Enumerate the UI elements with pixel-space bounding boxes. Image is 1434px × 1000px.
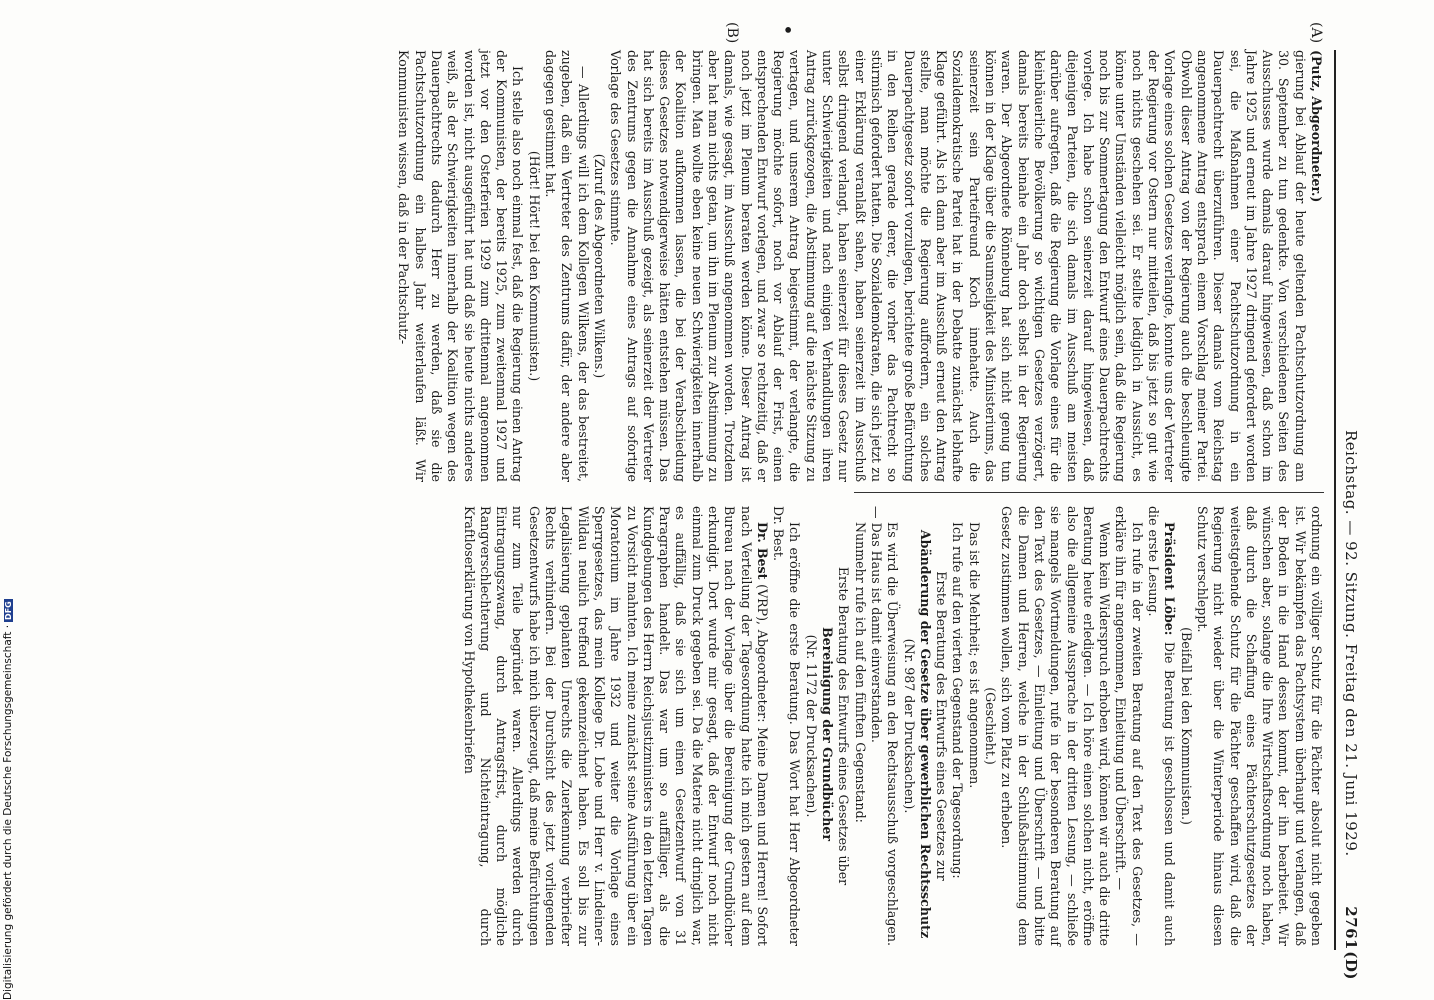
agenda-item-4-ref: (Nr. 987 der Drucksachen). [901, 638, 917, 814]
speaker-name: Präsident Löbe: [1162, 522, 1178, 636]
left-column [395, 50, 1324, 482]
column-separator [854, 492, 1324, 493]
agenda-item-5-title: Bereinigung der Grundbücher [820, 626, 836, 842]
right-paragraph-6: Ich rufe auf den vierten Gegenstand der Tagesordnung: [950, 522, 966, 879]
agenda-item-5-ref: (Nr. 1172 der Drucksachen). [803, 634, 819, 818]
speaker-name: Dr. Best [754, 522, 770, 580]
right-paragraph-8: Nunmehr rufe ich auf den fünften Gegenstand: [852, 522, 868, 823]
digitization-credit: Digitalisierung gefördert durch die Deutsche Forschungsgemeinschaft ·DFG [2, 601, 14, 1000]
speech-best: Dr. Best (VRP), Abgeordneter: Meine Damen und Herren! Sofort nach Verteilung der Tagesordnung hatte ich mich gestern auf dem Bureau nach der Vorlage über die Bereinigung der Grundbücher erkundigt. Dort wurde mir gesagt, daß der Entwurf noch nicht einmal zum Druck gegeben sei. Da die Materie nicht dringlich war, es auffällig, daß sie sich um einen Gesetzentwurf von 31 Paragraphen handelt. Das war um so auffälliger, als die Kundgebungen des Herrn Reichsjustizministers in den letzten Tagen zu Vorsicht mahnten. Ich meine zunächst seine Ausführung über ein Moratorium im Jahre 1932 und weiter die Vorlage eines Sperrgesetzes, das mein Kollege Dr. Lobe und Herr v. Lindeiner-Wildau neulich treffend gekennzeichnet haben. Es soll bis zur Legalisierung geplanten Unrechts die Zuerkennung verbriefter Rechts verhindern. Bei der Durchsicht des jetzt vorliegenden Gesetzentwurfs habe ich mich überzeugt, daß meine Befürchtungen nur zum Teile begründet waren. Allerdings werden durch Eintragungszwang, durch Antragsfrist, durch mögliche Rangverschlechterung und Nichteintragung, durch Kraftloserklärung von Hypothekenbriefen [461, 506, 770, 946]
page-header [1334, 50, 1360, 980]
header-rule [1334, 50, 1336, 950]
right-paragraph-4: Wenn kein Widerspruch erhoben wird, können wir auch die dritte Beratung heute erledigen. — Ich höre einen solchen nicht, eröffne also die allgemeine Aussprache in der dritten Lesung, — schließe sie mangels Wortmeldungen, rufe in der besonderen Beratung auf den Text des Gesetzes, — Einleitung und Überschrift — und bitte die Damen und Herren, welche in der Schlußabstimmung dem Gesetz zustimmen wollen, sich vom Platz zu erheben. [999, 506, 1113, 946]
interjection: (Beifall bei den Kommunisten.) [1178, 627, 1194, 825]
margin-marker-b: (B) [724, 22, 740, 44]
right-paragraph-5: Das ist die Mehrheit; es ist angenommen. [966, 522, 982, 789]
left-paragraph-3: Ich stelle also noch einmal fest, daß die Regierung einen Antrag der Kommunisten, der bereits 1925, zum zweitenmal 1927 und jetzt vor den Osterferien 1929 zum drittenmal angenommen worden ist, nicht ausgeführt hat und daß sie heute nichts anderes weiß, als der Schwierigkeiten innerhalb der Koalition wegen des Dauerpachtrechts dadurch Herr zu werden, daß sie die Pachtschutzordnung ein halbes Jahr weiterlaufen läßt. Wir Kommunisten wissen, daß in der Pachtschutz- [396, 50, 526, 482]
speaker-label: (Putz, Abgeordneter.) [1309, 50, 1324, 203]
right-paragraph-1: ordnung ein völliger Schutz für die Pächter absolut nicht gegeben ist. Wir bekämpfen das Pachtsystem überhaupt und verlangen, daß der Boden in die Hand dessen kommt, der ihn bearbeitet. Wir wünschen aber, solange die Ihre Wirtschaftsordnung noch haben, daß durch die Schaffung eines Pächterschutzgesetzes der weitestgehende Schutz für die Pächter geschaffen wird, daß die Regierung nicht wieder über die Winterperiode hinaus diesen Schutz verschleppt. [1194, 506, 1324, 946]
left-paragraph-1: gierung bei Ablauf der heute geltenden Pachtschutzordnung am 30. September zu tun gedenkte. Von verschiedenen Seiten des Ausschusses wurde damals darauf hingewiesen, daß schon im Jahre 1925 und erneut im Jahre 1927 dringend gefordert worden sei, die Maßnahmen einer Pachtschutzordnung in ein Dauerpachtrecht überzuführen. Dieser damals vom Reichstag angenommene Antrag entsprach einem Vorschlag meiner Partei. Obwohl dieser Antrag von der Regierung auch die beschleunigte Vorlage eines solchen Gesetzes verlangte, konnte uns der Vertreter der Regierung vor Ostern nur mitteilen, daß bis jetzt so gut wie noch nichts geschehen sei. Er stellte lediglich in Aussicht, es könne unter Umständen vielleicht möglich sein, daß die Regierung noch bis zur Sommertagung den Entwurf eines Dauerpachtrechts vorlege. Ich habe schon seinerzeit darauf hingewiesen, daß diejenigen Parteien, die sich damals im Ausschuß am meisten darüber aufregten, daß die Regierung die Vorlage eines für die kleinbäuerliche Bevölkerung so wichtigen Gesetzes verzögert, damals bereits beinahe ein Jahr doch selbst in der Regierung waren. Der Abgeordnete Rönneburg hat sich nicht genug tun können in der Klage über die Saumseligkeit des Ministeriums, das seinerzeit sein Parteifreund Koch innehatte. Auch die Sozialdemokratische Partei hat in der Debatte zunächst lebhafte Klage geführt. Als ich dann aber im Ausschuß erneut den Antrag stellte, man möchte die Regierung auffordern, ein solches Dauerpachtgesetz sofort vorzulegen, berichtete große Befürchtung in den Reihen gerade derer, die vorher das Pachtrecht so stürmisch gefordert hatten. Die Sozialdemokraten, die sich jetzt zu einer Erklärung veranlaßt sahen, haben seinerzeit im Ausschuß selbst dringend verlangt, haben seinerzeit für dieses Gesetz nur unter Schwierigkeiten und nach einigen Verhandlungen ihren Antrag zurückgezogen, die Abstimmung auf die nächste Sitzung zu vertagen, und unserem Antrag beigestimmt, der verlangte, die Regierung möchte sofort, noch vor Ablauf der Frist, einen entsprechenden Entwurf vorlegen, und zwar so rechtzeitig, daß er noch jetzt im Plenum beraten werden könne. Dieser Antrag ist damals, wie gesagt, im Ausschuß angenommen worden. Trotzdem aber hat man nichts getan, um ihn im Plenum zur Abstimmung zu bringen. Man wollte eben keine neuen Schwierigkeiten innerhalb der Koalition aufkommen lassen, die bei der Verabschiedung dieses Gesetzes notwendigerweise hätten entstehen müssen. Das hat sich bereits im Ausschuß gezeigt, als seinerzeit der Vertreter des Zentrums gegen die Annahme eines Antrags auf sofortige Vorlage des Gesetzes stimmte. [608, 50, 1308, 482]
interjection: (Hört! Hört! bei den Kommunisten.) [526, 150, 542, 382]
left-paragraph-2: — Allerdings will ich dem Kollegen Wilkens, der das bestreitet, zugeben, daß ein Vertreter des Zentrums dafür, der andere aber dagegen gestimmt hat. [543, 50, 591, 482]
rotated-document-page [120, 22, 1360, 980]
page-header-title: Reichstag. — 92. Sitzung. Freitag den 21. Juni 1929. [1342, 430, 1360, 857]
agenda-item-5-intro: Erste Beratung des Entwurfs eines Gesetzes über [836, 566, 852, 886]
margin-marker-a: (A) [1308, 22, 1324, 44]
agenda-item-4-intro: Erste Beratung des Entwurfs eines Gesetzes zur [934, 571, 950, 881]
right-paragraph-9: Ich eröffne die erste Beratung. Das Wort hat Herr Abgeordneter Dr. Best. [771, 506, 803, 946]
margin-dot: • [776, 24, 800, 36]
interjection: (Zuruf des Abgeordneten Wilkens.) [591, 153, 607, 379]
right-paragraph-3: Ich rufe in der zweiten Beratung auf den Text des Gesetzes, — erkläre ihn für angenommen, Einleitung und Überschrift. — [1113, 506, 1145, 946]
margin-marker-d: (D) [1342, 951, 1360, 980]
right-paragraph-7: Es wird die Überweisung an den Rechtsausschuß vorgeschlagen. — Das Haus ist damit einverstanden. [868, 506, 901, 946]
dfg-logo-icon: DFG [4, 601, 13, 620]
interjection: (Geschieht.) [983, 687, 999, 765]
page-number: 2761 [1342, 906, 1360, 950]
agenda-item-4-title: Abänderung der Gesetze über gewerblichen Rechtsschutz [917, 529, 933, 939]
right-column [460, 506, 1324, 946]
president-statement: Präsident Löbe: Die Beratung ist geschlossen und damit auch die erste Lesung. [1146, 506, 1178, 946]
